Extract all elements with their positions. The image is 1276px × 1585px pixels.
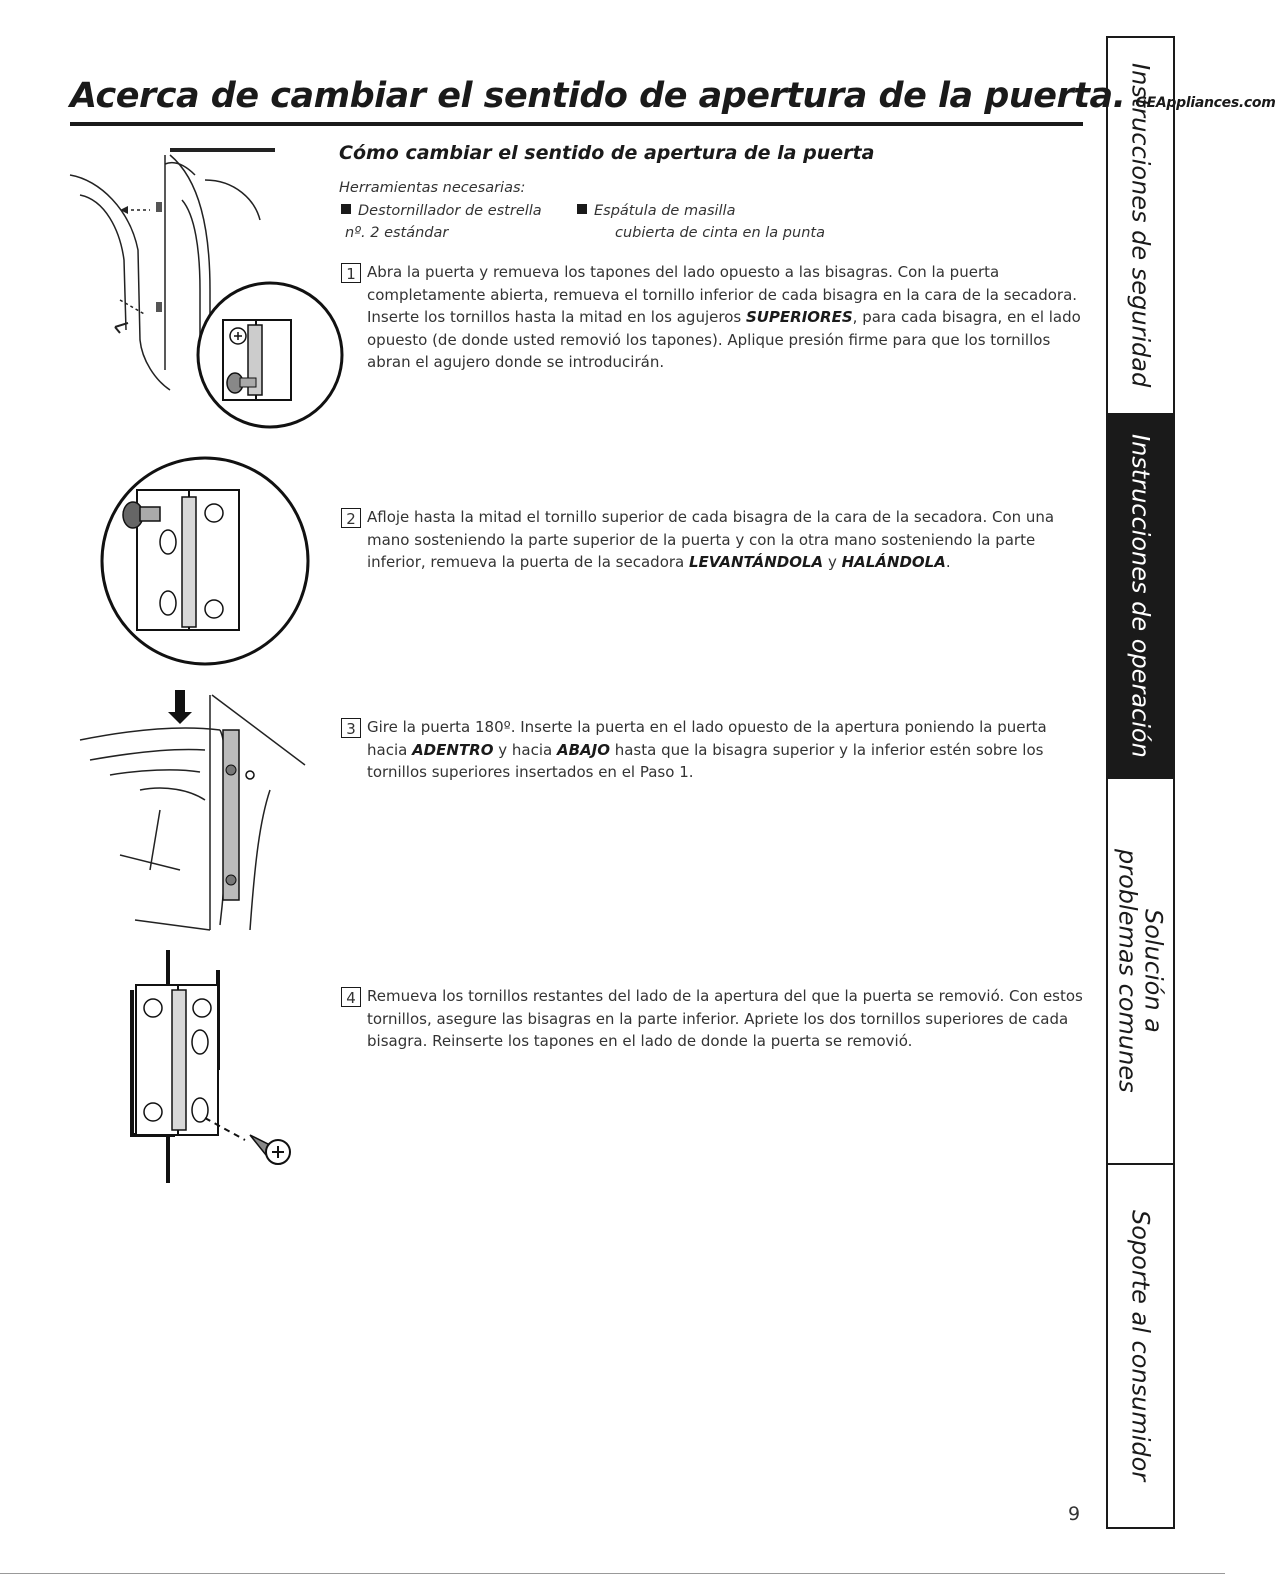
- step-2: [341, 506, 1086, 574]
- bullet-icon: [577, 204, 587, 214]
- emphasis: ABAJO: [556, 740, 610, 759]
- tool-line2: nº. 2 estándar: [345, 225, 449, 241]
- step-4: [341, 985, 1086, 1053]
- emphasis: ADENTRO: [412, 740, 494, 759]
- step-text: Gire la puerta 180º. Inserte la puerta en el lado opuesto de la apertura poniendo la puerta hacia ADENTRO y hacia ABAJO hasta que la bisagra superior y la inferior estén sobre los tornillos superiores insertados en el Paso 1.: [367, 718, 1047, 781]
- step-text: Remueva los tornillos restantes del lado de la apertura del que la puerta se removió. Con estos tornillos, asegure las bisagras en la parte inferior. Apriete los dos tornillos superiores de cada bisagra. Reinserte los tapones en el lado de donde la puerta se removió.: [367, 987, 1083, 1050]
- emphasis: SUPERIORES: [745, 308, 853, 326]
- section-tabs: [1106, 36, 1175, 1529]
- tab-solucion-problemas[interactable]: [1108, 777, 1173, 1163]
- tab-soporte-consumidor[interactable]: [1108, 1163, 1173, 1527]
- step-3: [341, 716, 1086, 784]
- tool-line1: Destornillador de estrella: [358, 203, 542, 219]
- hinge-screw-illustration: [120, 950, 300, 1185]
- tool-line1: Espátula de masilla: [594, 203, 736, 219]
- step-number: 3: [341, 718, 361, 738]
- site-url[interactable]: GEAppliances.com: [1135, 95, 1276, 111]
- door-rotate-illustration: [80, 690, 320, 940]
- step-text: Afloje hasta la mitad el tornillo superior de cada bisagra de la cara de la secadora. Con una mano sosteniendo la parte superior de la puerta y con la otra mano sosteniendo la parte inferior, remueva la puerta de la secadora LEVANTÁNDOLA y HALÁNDOLA.: [367, 508, 1055, 571]
- tab-label: Instrucciones de operación: [1126, 434, 1155, 758]
- step-number: 1: [341, 263, 361, 283]
- section-title: Cómo cambiar el sentido de apertura de la puerta: [339, 142, 875, 164]
- tab-label: Soporte al consumidor: [1126, 1210, 1155, 1482]
- tab-instrucciones-operacion[interactable]: [1108, 413, 1173, 777]
- step-text: Abra la puerta y remueva los tapones del lado opuesto a las bisagras. Con la puerta completamente abierta, remueva el tornillo inferior de cada bisagra en la cara de la secadora. Inserte los tornillos hasta la mitad en los agujeros SUPERIORES, para cada bisagra, en el lado opuesto (de donde usted removió los tapones). Aplique presión firme para que los tornillos abran el agujero donde se introducirán.: [367, 263, 1081, 371]
- title-rule: [70, 122, 1083, 126]
- tools-heading: Herramientas necesarias:: [339, 180, 526, 196]
- tool-item-putty-knife: [577, 200, 825, 244]
- door-hinge-illustration: [60, 140, 345, 440]
- step-number: 2: [341, 508, 361, 528]
- step-1: [341, 261, 1086, 374]
- step-number: 4: [341, 987, 361, 1007]
- page-title: [70, 76, 1276, 116]
- tab-instrucciones-seguridad[interactable]: [1108, 38, 1173, 413]
- page-title-text: Acerca de cambiar el sentido de apertura de la puerta.: [70, 76, 1126, 116]
- page-number: 9: [1068, 1503, 1081, 1525]
- hinge-closeup-illustration: [80, 455, 330, 670]
- tool-item-screwdriver: [341, 200, 542, 244]
- tab-label: Solución a problemas comunes: [1113, 849, 1168, 1093]
- emphasis: LEVANTÁNDOLA: [689, 553, 824, 571]
- tool-line2: cubierta de cinta en la punta: [615, 225, 825, 241]
- emphasis: HALÁNDOLA: [841, 553, 946, 571]
- bottom-border: [0, 1573, 1225, 1574]
- tab-label: Instrucciones de seguridad: [1126, 63, 1155, 388]
